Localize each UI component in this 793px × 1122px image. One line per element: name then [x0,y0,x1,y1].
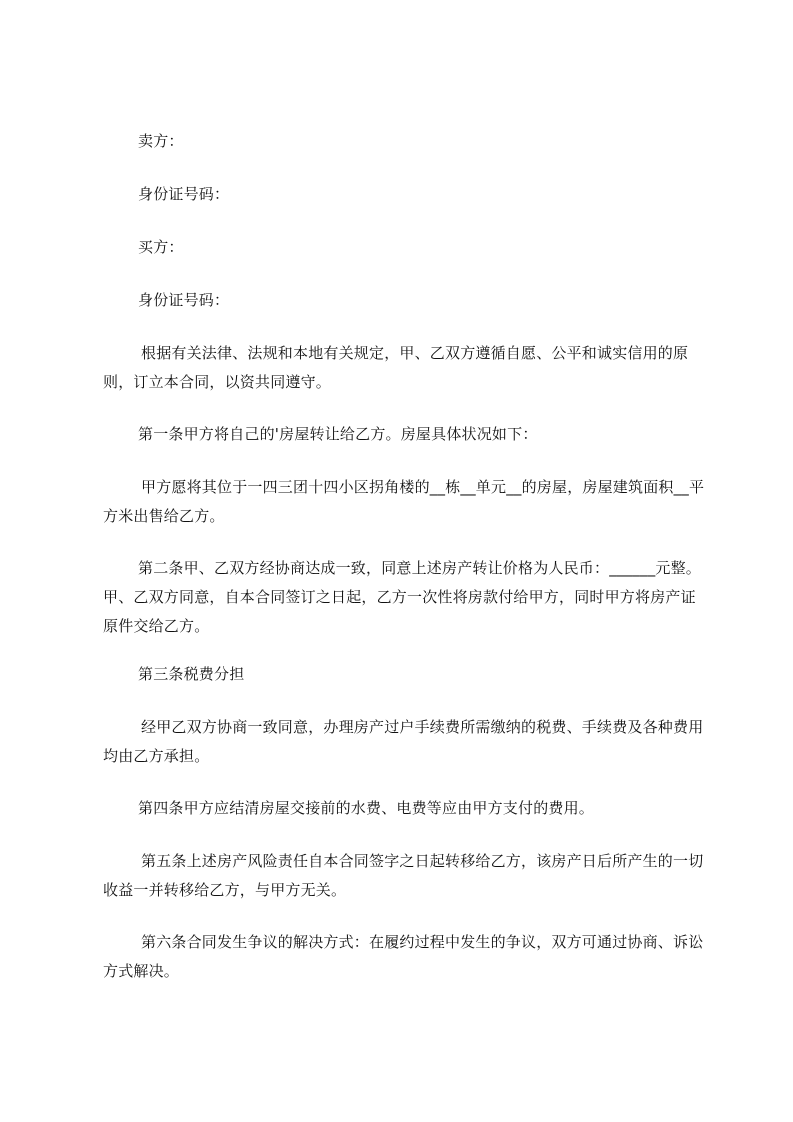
article-6: 第六条合同发生争议的解决方式：在履约过程中发生的争议，双方可通过协商、诉讼方式解决。 [103,933,704,980]
preamble-paragraph: 根据有关法律、法规和本地有关规定，甲、乙双方遵循自愿、公平和诚实信用的原则，订立本合同，以资共同遵守。 [103,344,689,391]
seller-label: 卖方： [138,132,184,150]
buyer-id-label: 身份证号码： [138,291,230,309]
article-4: 第四条甲方应结清房屋交接前的水费、电费等应由甲方支付的费用。 [138,799,595,817]
article-3-detail: 经甲乙双方协商一致同意，办理房产过户手续费所需缴纳的税费、手续费及各种费用均由乙方承担。 [103,718,704,765]
article-3-title: 第三条税费分担 [138,665,245,683]
article-5: 第五条上述房产风险责任自本合同签字之日起转移给乙方，该房产日后所产生的一切收益一并转移给乙方，与甲方无关。 [103,852,704,899]
article-2: 第二条甲、乙双方经协商达成一致，同意上述房产转让价格为人民币：______元整。甲、乙双方同意，自本合同签订之日起，乙方一次性将房款付给甲方，同时甲方将房产证原件交给乙方。 [103,559,702,635]
buyer-label: 买方： [138,238,184,256]
article-1-detail: 甲方愿将其位于一四三团十四小区拐角楼的__栋__单元__的房屋，房屋建筑面积__平方米出售给乙方。 [103,478,705,525]
seller-id-label: 身份证号码： [138,185,230,203]
article-1: 第一条甲方将自己的'房屋转让给乙方。房屋具体状况如下： [138,425,538,443]
